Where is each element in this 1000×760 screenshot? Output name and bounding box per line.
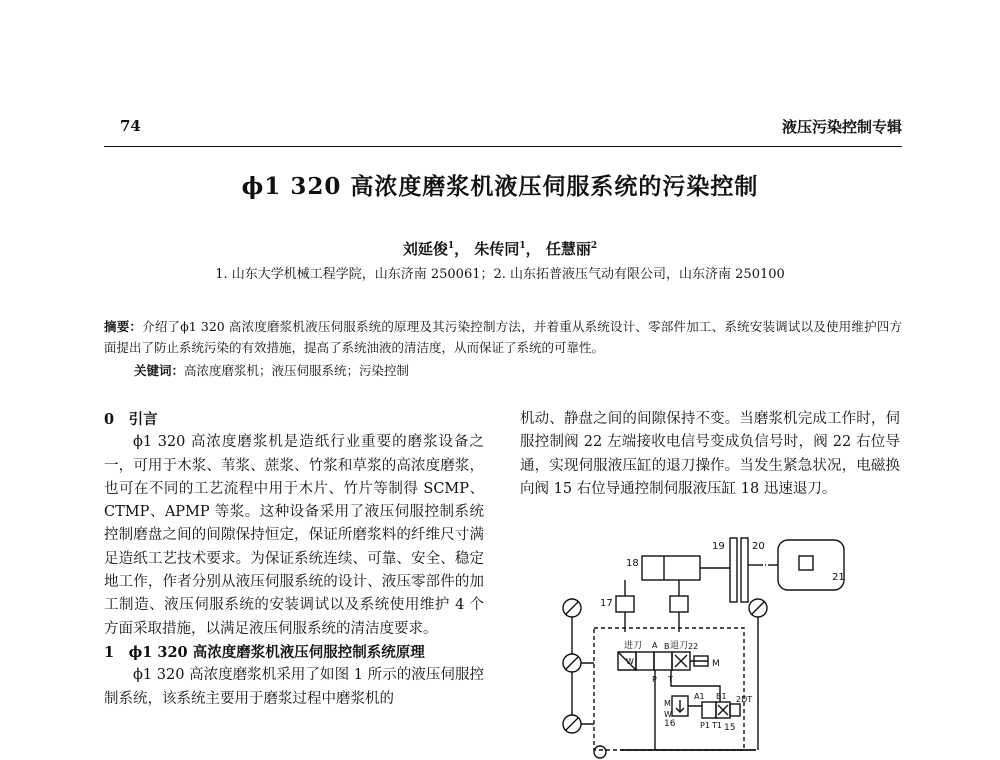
label-15: 15	[724, 723, 736, 733]
motor-window	[799, 556, 813, 570]
author-1-sup: 1	[447, 241, 455, 251]
author-3: 任慧丽	[545, 240, 591, 258]
keywords-label: 关键词：	[134, 363, 185, 378]
keywords	[134, 361, 409, 379]
label-21: 21	[832, 572, 845, 583]
label-20: 20	[752, 541, 765, 552]
author-2-sup: 1	[519, 241, 526, 251]
label-B: B	[664, 642, 670, 651]
label-W2: W	[664, 710, 672, 719]
author-3-sup: 2	[590, 241, 598, 251]
label-A: A	[652, 641, 658, 650]
label-tuidao: 退刀	[670, 641, 689, 651]
label-M: M	[712, 659, 720, 669]
intro-paragraph: ϕ1 320 高浓度磨浆机是造纸行业重要的磨浆设备之一，可用于木浆、苇浆、蔗浆、竹浆和草浆的高浓度磨浆，也可在不同的工艺流程中用于木片、竹片等制得 SCMP、CTMP、APMP 等浆。这种设备采用了液压伺服控制系统控制磨盘之间的间隙保持恒定，保证所磨浆料的纤维尺寸满足造纸工艺技术要求。为保证系统连续、可靠、安全、稳定地工作，作者分别从液压伺服系统的设计、液压零部件的加工制造、液压伺服系统的安装调试以及系统使用维护 4 个方面采取措施，以满足液压伺服系统的清洁度要求。	[104, 434, 484, 637]
section-heading-principle: 1 ϕ1 320 高浓度磨浆机液压伺服控制系统原理	[104, 643, 425, 661]
label-jindao: 进刀	[624, 641, 643, 651]
principle-paragraph: ϕ1 320 高浓度磨浆机采用了如图 1 所示的液压伺服控制系统，该系统主要用于磨浆过程中磨浆机的	[104, 667, 484, 707]
label-18: 18	[626, 558, 639, 569]
label-A1: A1	[694, 692, 705, 701]
abstract-label: 摘要：	[104, 319, 143, 334]
abstract	[104, 316, 902, 358]
authors: 刘延俊$^1$， 朱传同$^1$， 任慧丽$^2$	[402, 240, 598, 258]
author-2: 朱传同	[474, 240, 520, 258]
label-P: P	[652, 675, 657, 684]
label-T: T	[668, 675, 673, 684]
label-P1: P1	[700, 721, 710, 730]
servo-cylinder-18	[642, 556, 700, 580]
valve-15-left	[702, 702, 716, 718]
pump-symbol	[594, 746, 606, 758]
label-16: 16	[664, 719, 676, 729]
header-rule	[104, 146, 902, 147]
author-1: 刘延俊	[402, 240, 448, 258]
hydraulic-circuit-figure	[560, 536, 860, 760]
label-T1: T1	[712, 721, 722, 730]
affiliations: 1. 山东大学机械工程学院，山东济南 250061；2. 山东拓普液压气动有限公司，山东济南 250100	[215, 267, 785, 282]
servo-valve-22-left	[636, 652, 654, 670]
solenoid-2DT	[730, 704, 740, 716]
label-22: 22	[688, 642, 699, 651]
journal-title: 液压污染控制专辑	[781, 118, 902, 136]
disc-20	[741, 538, 748, 602]
section-heading-introduction: 0 引言	[104, 411, 158, 428]
servo-valve-22-mid	[654, 652, 672, 670]
valve-17b	[670, 596, 688, 612]
label-W: W	[626, 657, 634, 666]
disc-19	[730, 538, 737, 602]
right-paragraph: 机动、静盘之间的间隙保持不变。当磨浆机完成工作时，伺服控制阀 22 左端接收电信号变成负信号时，阀 22 右位导通，实现伺服液压缸的退刀操作。当发生紧急状况，电磁换向阀 15 右位导通控制伺服液压缸 18 迅速退刀。	[520, 411, 900, 497]
label-B1: B1	[716, 692, 727, 701]
article-title: ϕ1 320 高浓度磨浆机液压伺服系统的污染控制	[241, 173, 759, 200]
left-column	[104, 408, 484, 711]
abstract-text: 介绍了ϕ1 320 高浓度磨浆机液压伺服系统的原理及其污染控制方法，并着重从系统设计、零部件加工、系统安装调试以及使用维护四方面提出了防止系统污染的有效措施，提高了系统油液的清洁度，从而保证了系统的可靠性。	[104, 319, 902, 355]
label-M2: M	[664, 699, 671, 708]
keywords-text: 高浓度磨浆机；液压伺服系统；污染控制	[184, 363, 410, 378]
page-number: 74	[120, 117, 141, 135]
label-2DT: 2DT	[736, 695, 753, 704]
valve-17a	[616, 596, 634, 612]
label-17: 17	[600, 598, 613, 609]
right-column	[520, 408, 900, 501]
label-19: 19	[712, 541, 725, 552]
